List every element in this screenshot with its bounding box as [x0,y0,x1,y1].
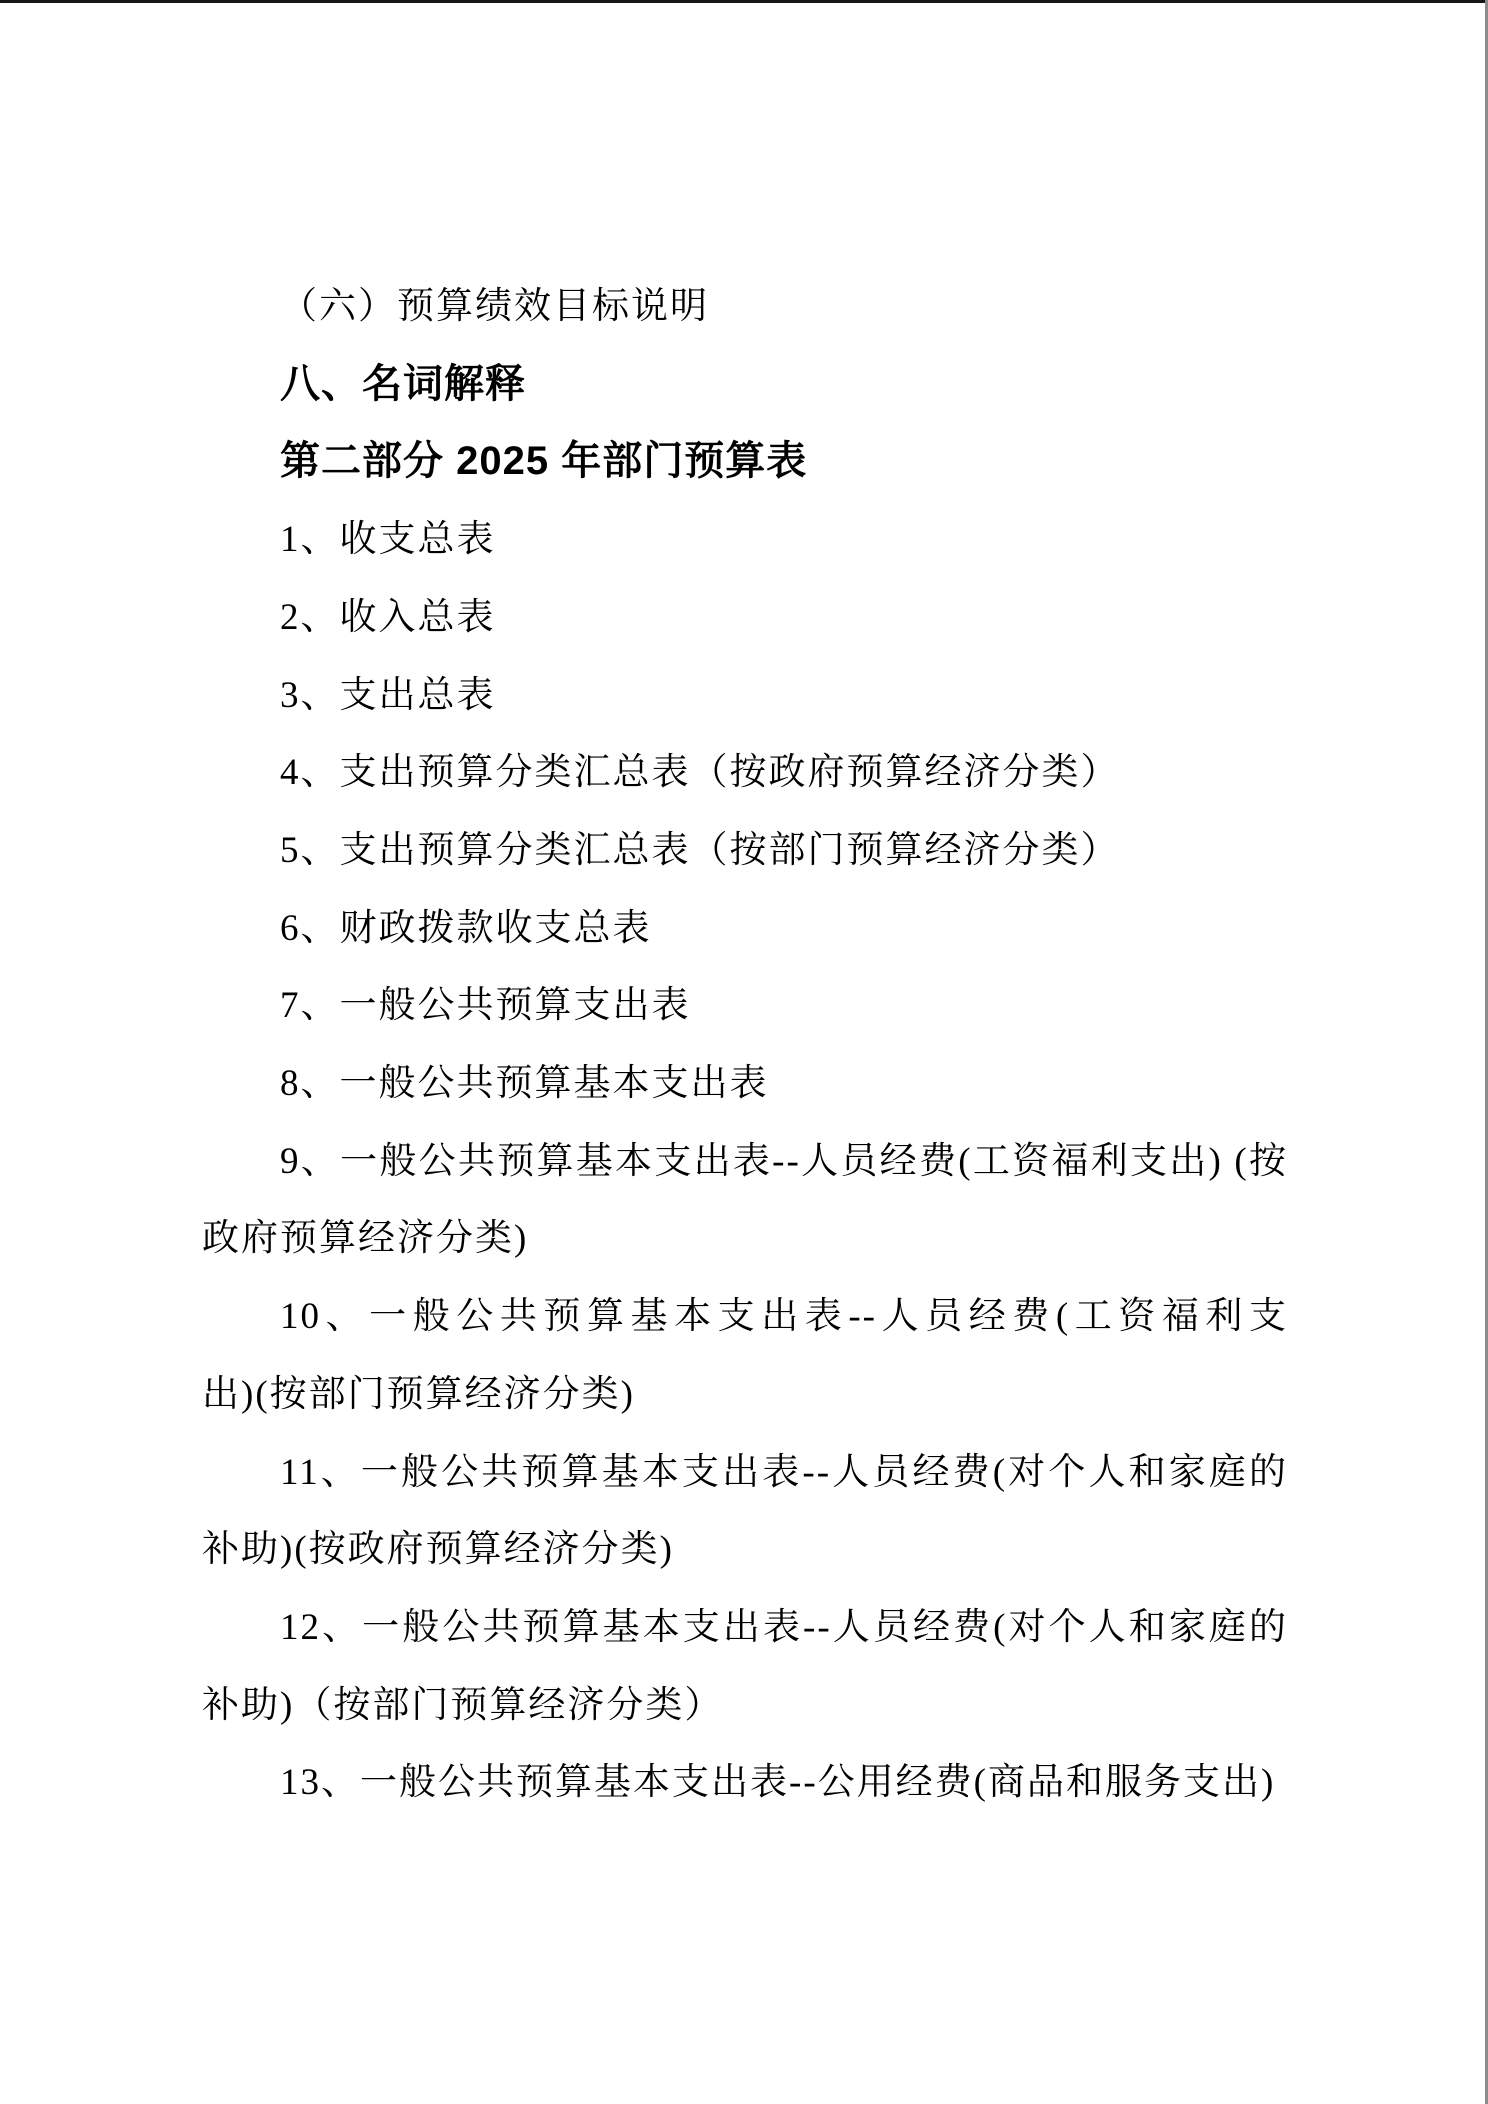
document-line: 2、收入总表 [280,596,496,638]
document-line: 1、收支总表 [280,519,496,561]
document-line: 5、支出预算分类汇总表（按部门预算经济分类） [280,829,1120,871]
document-line: 政府预算经济分类) [202,1218,529,1260]
document-line: 补助)（按部门预算经济分类） [202,1684,724,1726]
document-line: 10、一般公共预算基本支出表--人员经费(工资福利支 [280,1296,1288,1338]
document-line: 13、一般公共预算基本支出表--公用经费(商品和服务支出) [280,1762,1276,1804]
document-content [202,268,1288,1822]
document-line: 4、支出预算分类汇总表（按政府预算经济分类） [280,752,1120,794]
document-line: 9、一般公共预算基本支出表--人员经费(工资福利支出) (按 [280,1140,1288,1182]
document-line: （六）预算绩效目标说明 [280,286,709,327]
document-line: 12、一般公共预算基本支出表--人员经费(对个人和家庭的 [280,1606,1288,1648]
document-line: 6、财政拨款收支总表 [280,907,652,949]
document-line: 8、一般公共预算基本支出表 [280,1063,769,1105]
document-line: 7、一般公共预算支出表 [280,985,691,1027]
page-top-border [0,0,1488,3]
document-line: 补助)(按政府预算经济分类) [202,1529,674,1571]
document-line: 出)(按部门预算经济分类) [202,1373,635,1415]
document-line: 八、名词解释 [280,361,526,406]
document-line: 3、支出总表 [280,674,496,716]
document-line: 11、一般公共预算基本支出表--人员经费(对个人和家庭的 [280,1451,1288,1493]
document-line: 第二部分 2025 年部门预算表 [280,439,808,484]
